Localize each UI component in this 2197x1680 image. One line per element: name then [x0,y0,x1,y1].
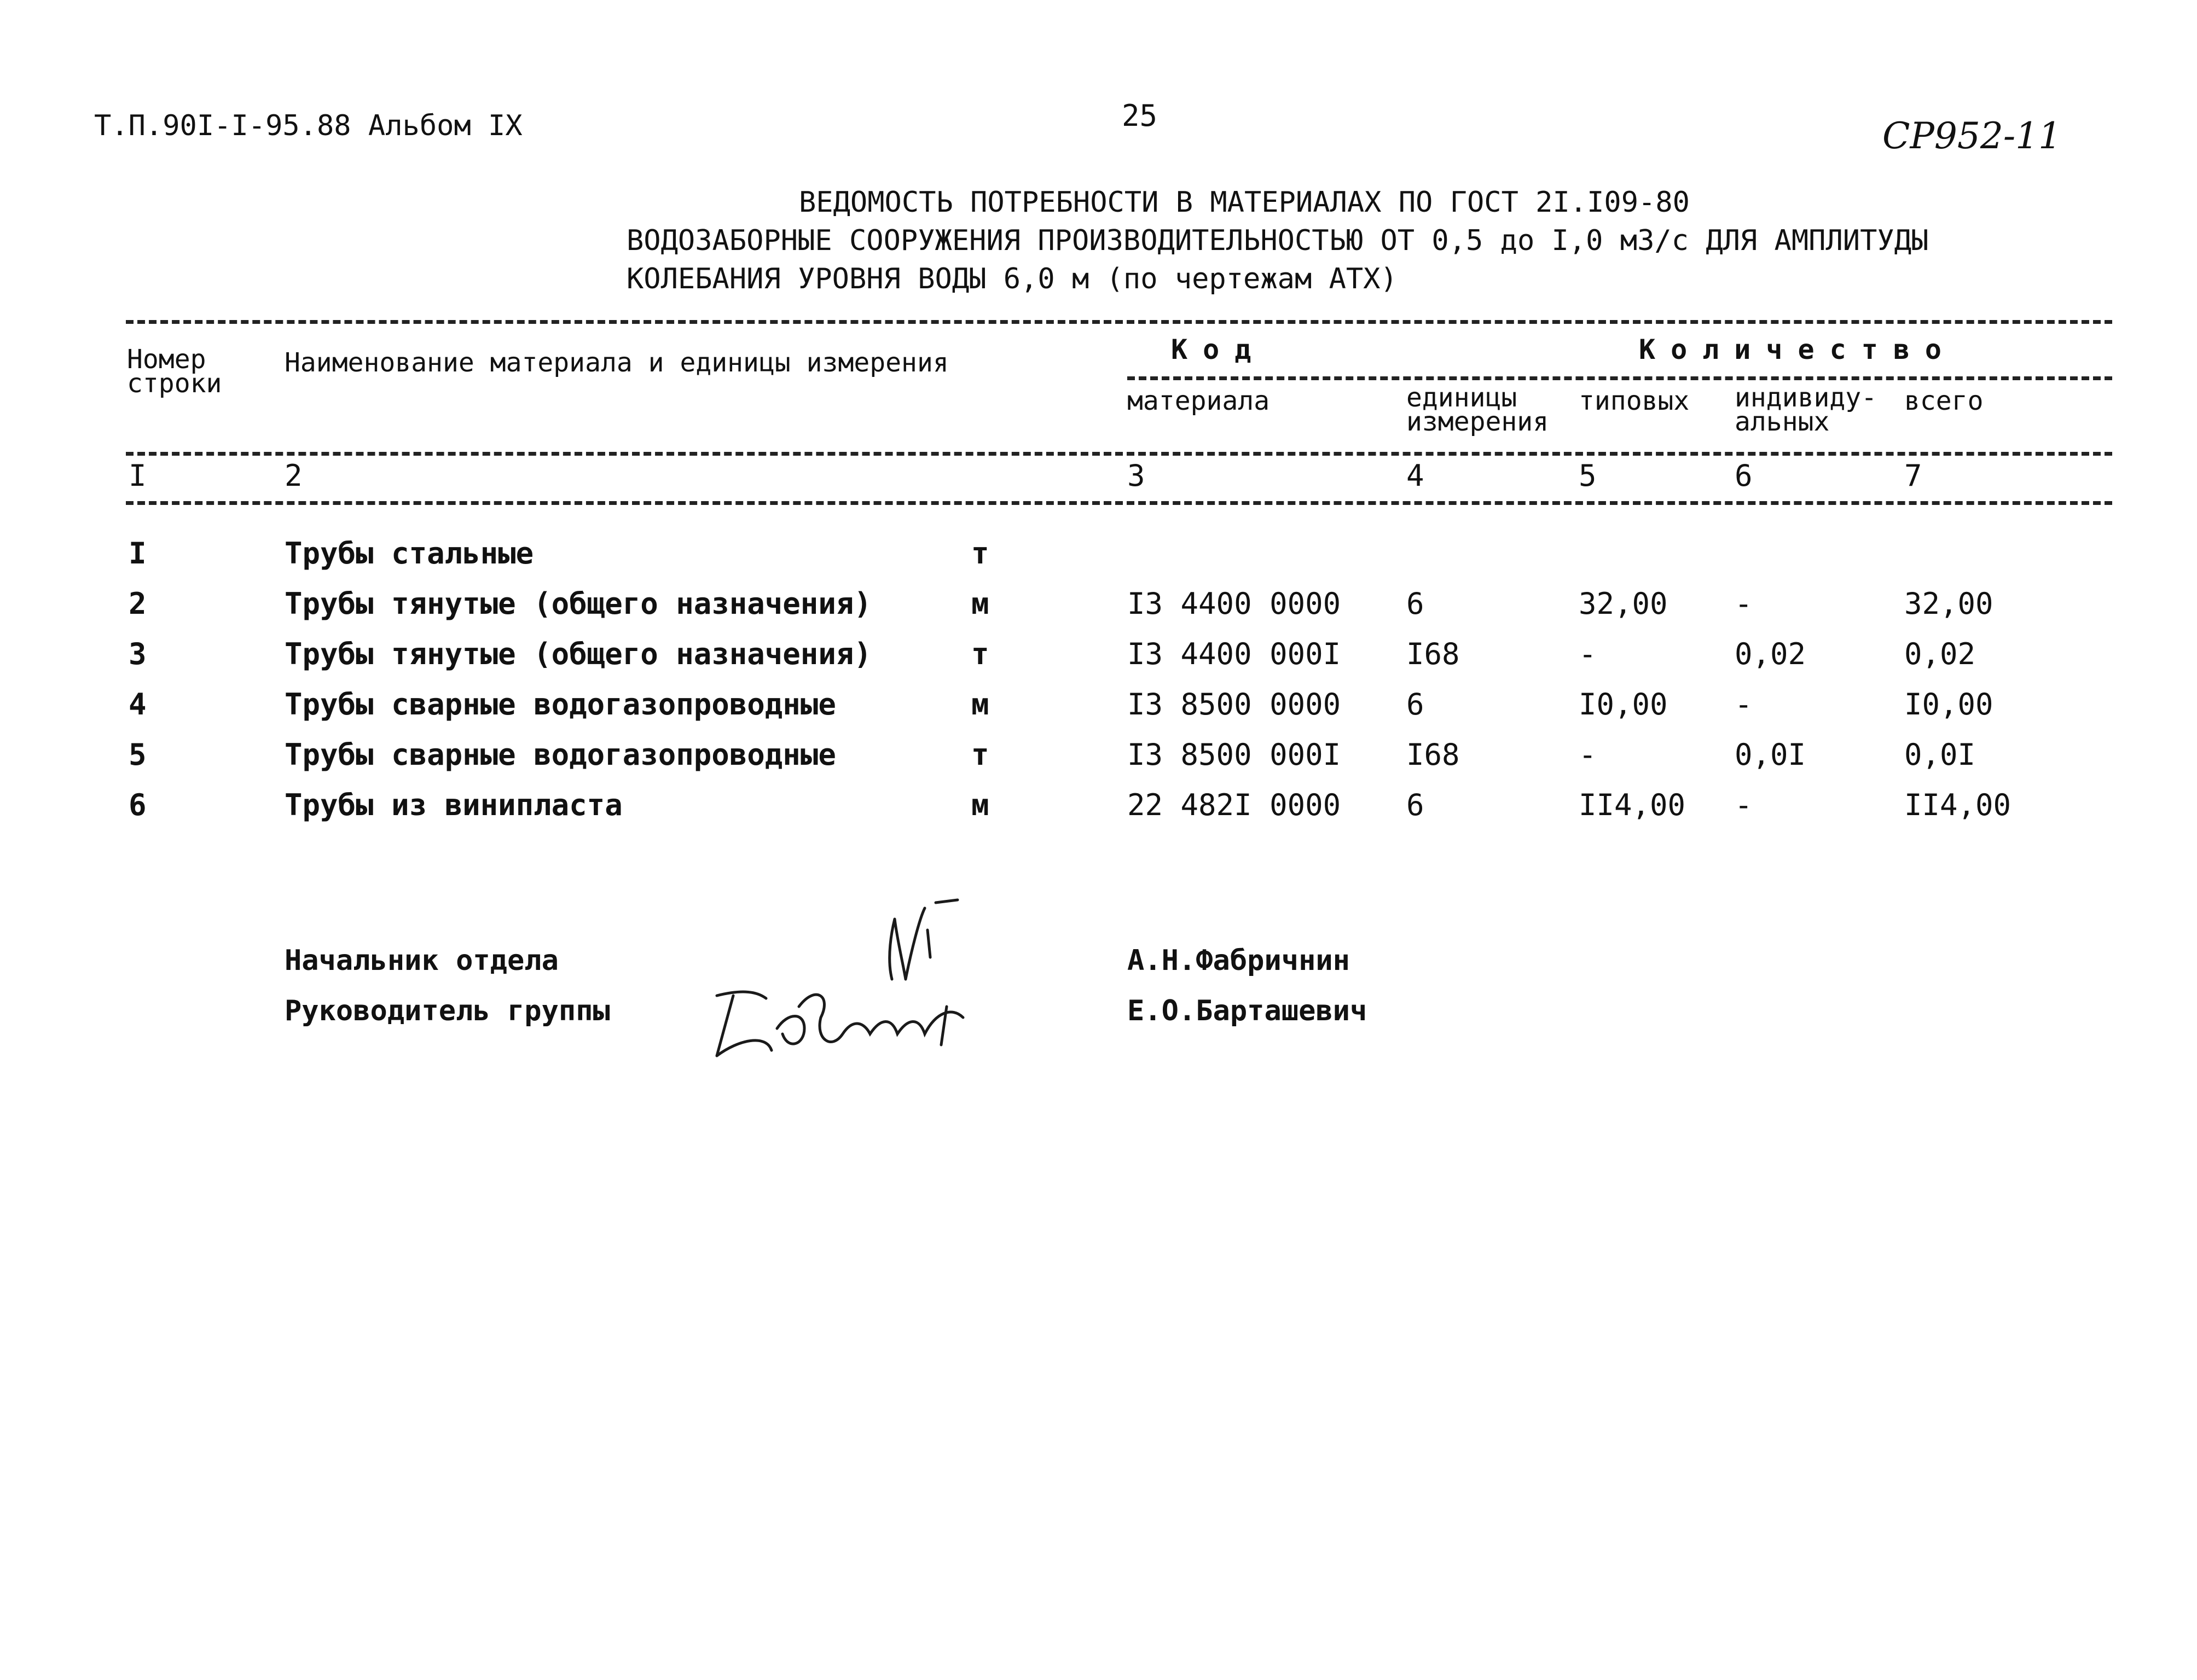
title-line-1: ВЕДОМОСТЬ ПОТРЕБНОСТИ В МАТЕРИАЛАХ ПО ГОСТ 2I.I09-80 [799,186,1690,219]
signatory-name-head-of-department: А.Н.Фабричнин [1127,944,1350,977]
header-name: Наименование материала и единицы измерения [285,347,949,378]
unit-code: I68 [1406,637,1460,671]
title-line-2: ВОДОЗАБОРНЫЕ СООРУЖЕНИЯ ПРОИЗВОДИТЕЛЬНОСТЬЮ ОТ 0,5 до I,0 м3/с ДЛЯ АМПЛИТУДЫ [627,224,1929,257]
material-code: I3 8500 000I [1127,737,1341,772]
qty-individual: - [1735,687,1753,722]
unit: т [971,536,989,571]
material-code: I3 4400 0000 [1127,586,1341,621]
material-name: Трубы тянутые (общего назначения) [285,637,872,671]
signatory-role-head-of-department: Начальник отдела [285,944,559,977]
column-number-4: 4 [1406,458,1424,493]
unit-code: I68 [1406,737,1460,772]
header-group-code: Код [1171,334,1267,365]
header-individual: индивиду- альных [1735,382,1877,437]
title-line-3: КОЛЕБАНИЯ УРОВНЯ ВОДЫ 6,0 м (по чертежам АТХ) [627,263,1398,295]
table-rule-numbers-bottom [126,501,2112,505]
header-unit-code: единицы измерения [1406,382,1549,437]
material-code: I3 4400 000I [1127,637,1341,671]
material-code: I3 8500 0000 [1127,687,1341,722]
header-group-quantity: Количество [1639,334,1957,365]
qty-individual: - [1735,586,1753,621]
column-number-6: 6 [1735,458,1753,493]
unit: м [971,788,989,822]
qty-total: II4,00 [1904,788,2011,822]
material-name: Трубы стальные [285,536,534,571]
row-number: I [129,536,147,571]
qty-individual: 0,0I [1735,737,1806,772]
column-number-2: 2 [285,458,303,493]
material-name: Трубы из винипласта [285,788,623,822]
material-name: Трубы сварные водогазопроводные [285,737,836,772]
column-number-1: I [129,458,147,493]
table-rule-sub [1127,376,2112,380]
row-number: 3 [129,637,147,671]
handwritten-signature-2 [706,974,979,1067]
column-number-7: 7 [1904,458,1922,493]
unit: м [971,586,989,621]
qty-total: I0,00 [1904,687,1993,722]
unit: т [971,637,989,671]
material-name: Трубы тянутые (общего назначения) [285,586,872,621]
qty-typical: - [1579,737,1597,772]
material-code: 22 482I 0000 [1127,788,1341,822]
row-number: 4 [129,687,147,722]
qty-total: 32,00 [1904,586,1993,621]
header-total: всего [1904,386,1984,416]
row-number: 6 [129,788,147,822]
signatory-name-group-leader: Е.О.Барташевич [1127,995,1367,1027]
unit: м [971,687,989,722]
unit-code: 6 [1406,586,1424,621]
unit-code: 6 [1406,788,1424,822]
table-rule-top [126,320,2112,324]
qty-typical: II4,00 [1579,788,1686,822]
qty-individual: - [1735,788,1753,822]
header-row-number: Номер строки [127,344,222,399]
signatory-role-group-leader: Руководитель группы [285,995,610,1027]
qty-total: 0,02 [1904,637,1976,671]
page-number: 25 [1122,98,1158,133]
header-typical: типовых [1579,386,1690,416]
column-number-3: 3 [1127,458,1145,493]
document-reference: Т.П.90I-I-95.88 Альбом IX [94,109,523,142]
material-name: Трубы сварные водогазопроводные [285,687,836,722]
row-number: 5 [129,737,147,772]
qty-total: 0,0I [1904,737,1976,772]
qty-typical: 32,00 [1579,586,1668,621]
qty-typical: I0,00 [1579,687,1668,722]
table-rule-numbers-top [126,452,2112,456]
qty-typical: - [1579,637,1597,671]
unit-code: 6 [1406,687,1424,722]
header-material-code: материала [1127,386,1270,416]
row-number: 2 [129,586,147,621]
unit: т [971,737,989,772]
archive-stamp: СР952-11 [1882,115,2062,157]
column-number-5: 5 [1579,458,1597,493]
qty-individual: 0,02 [1735,637,1806,671]
